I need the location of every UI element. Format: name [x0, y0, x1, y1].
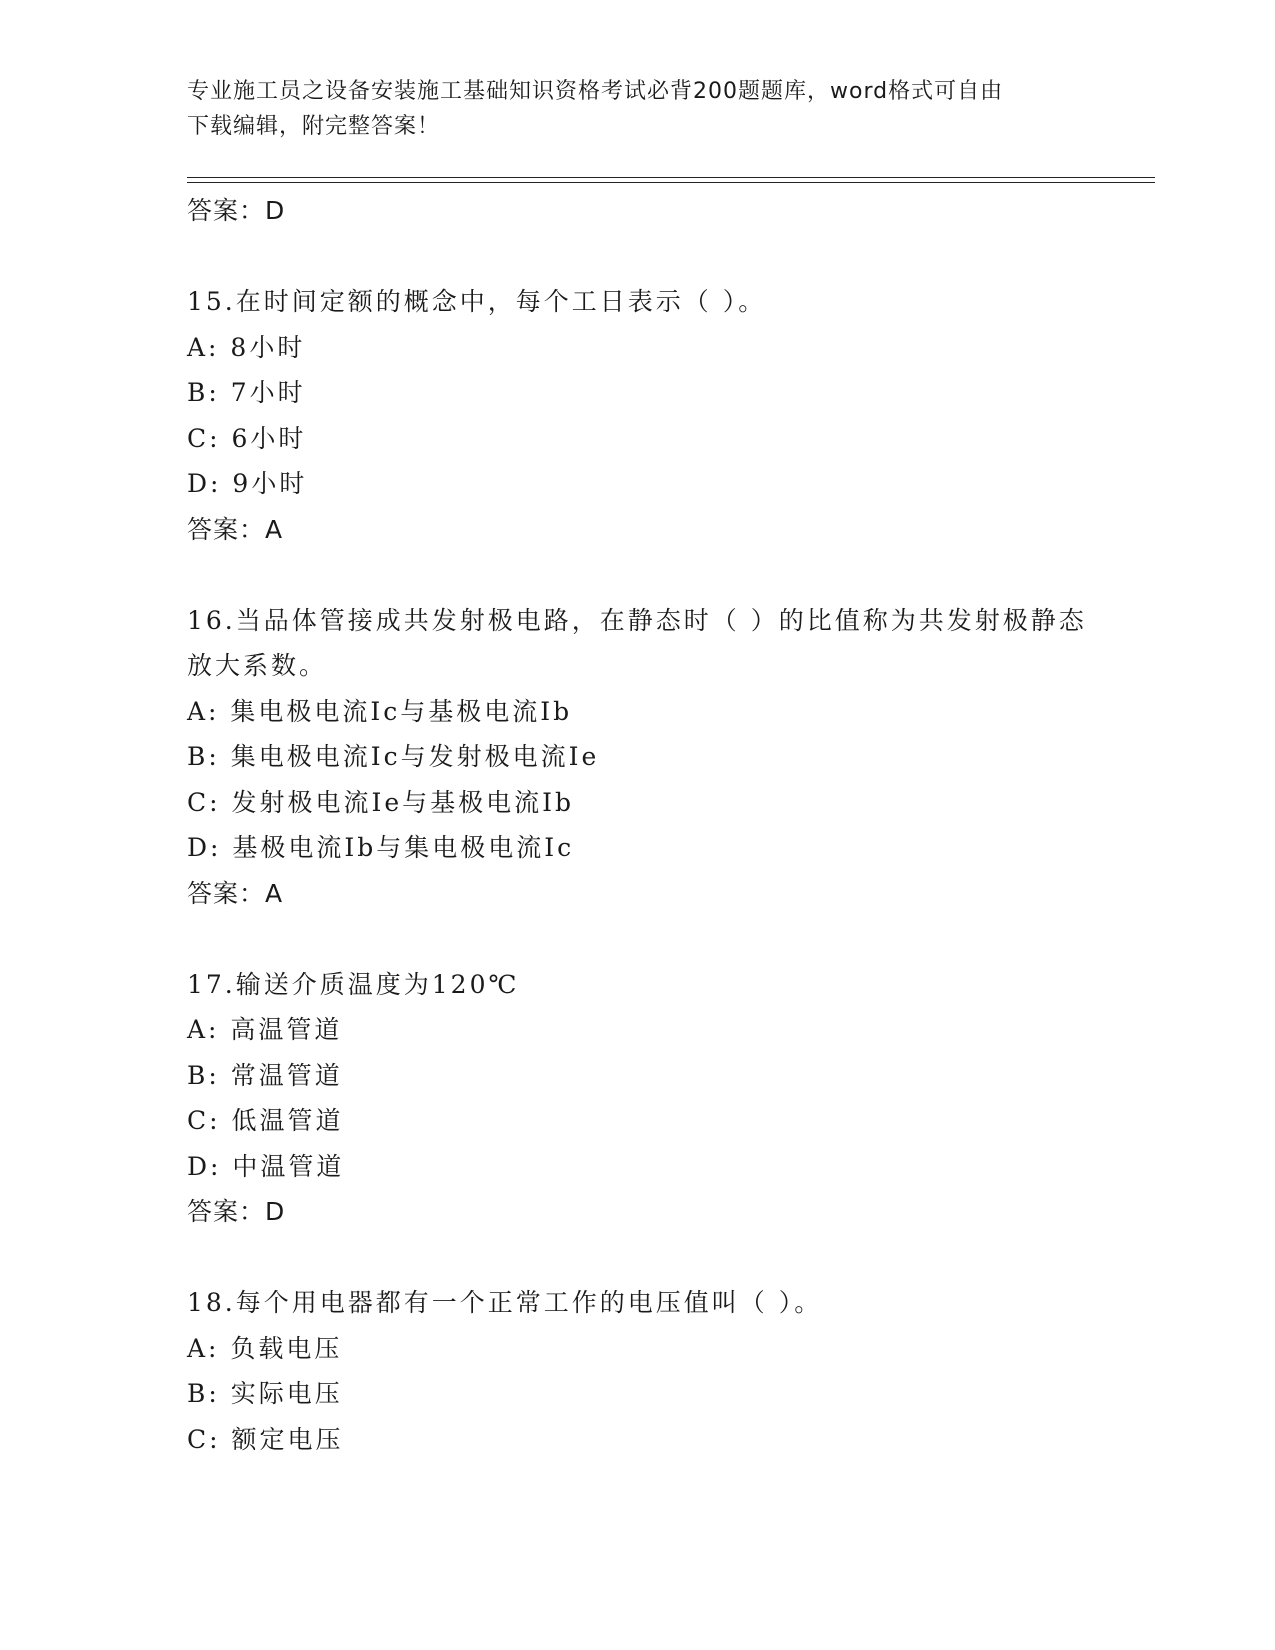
option-c: C: 低温管道 [187, 1106, 344, 1135]
option-a: A: 高温管道 [187, 1015, 343, 1044]
question-stem: 16.当品体管接成共发射极电路，在静态时（ ）的比值称为共发射极静态放大系数。 [187, 605, 1087, 680]
question-15 [187, 279, 1087, 552]
previous-answer: 答案：D [187, 196, 286, 225]
option-b: B: 7小时 [187, 378, 306, 407]
option-b: B: 实际电压 [187, 1379, 343, 1408]
question-answer: 答案：A [187, 514, 284, 544]
spacer [187, 233, 1087, 279]
question-18 [187, 1280, 1087, 1462]
option-d: D: 9小时 [187, 469, 308, 498]
question-answer: 答案：D [187, 1197, 286, 1226]
option-c: C: 6小时 [187, 423, 307, 453]
header-line-2: 下载编辑，附完整答案！ [187, 114, 441, 139]
question-stem: 15.在时间定额的概念中，每个工日表示（ ）。 [187, 287, 767, 316]
option-a: A: 负载电压 [187, 1333, 343, 1363]
header-divider-bottom [187, 182, 1155, 183]
question-stem: 18.每个用电器都有一个正常工作的电压值叫（ ）。 [187, 1288, 823, 1317]
option-a: A: 8小时 [187, 332, 306, 362]
option-b: B: 集电极电流Ic与发射极电流Ie [187, 742, 600, 771]
question-16 [187, 598, 1087, 916]
document-header [187, 74, 1067, 144]
option-c: C: 额定电压 [187, 1424, 344, 1454]
option-d: D: 基极电流Ib与集电极电流Ic [187, 833, 575, 862]
option-d: D: 中温管道 [187, 1151, 345, 1181]
spacer [187, 1234, 1087, 1280]
question-stem: 17.输送介质温度为120℃ [187, 969, 520, 999]
option-b: B: 常温管道 [187, 1060, 343, 1090]
question-17 [187, 962, 1087, 1235]
option-c: C: 发射极电流Ie与基极电流Ib [187, 787, 575, 817]
header-divider-top [187, 177, 1155, 178]
question-answer: 答案：A [187, 878, 284, 908]
spacer [187, 552, 1087, 598]
document-body [187, 188, 1087, 1462]
header-line-1: 专业施工员之设备安装施工基础知识资格考试必背200题题库，word格式可自由 [187, 79, 1004, 104]
spacer [187, 916, 1087, 962]
option-a: A: 集电极电流Ic与基极电流Ib [187, 696, 573, 726]
